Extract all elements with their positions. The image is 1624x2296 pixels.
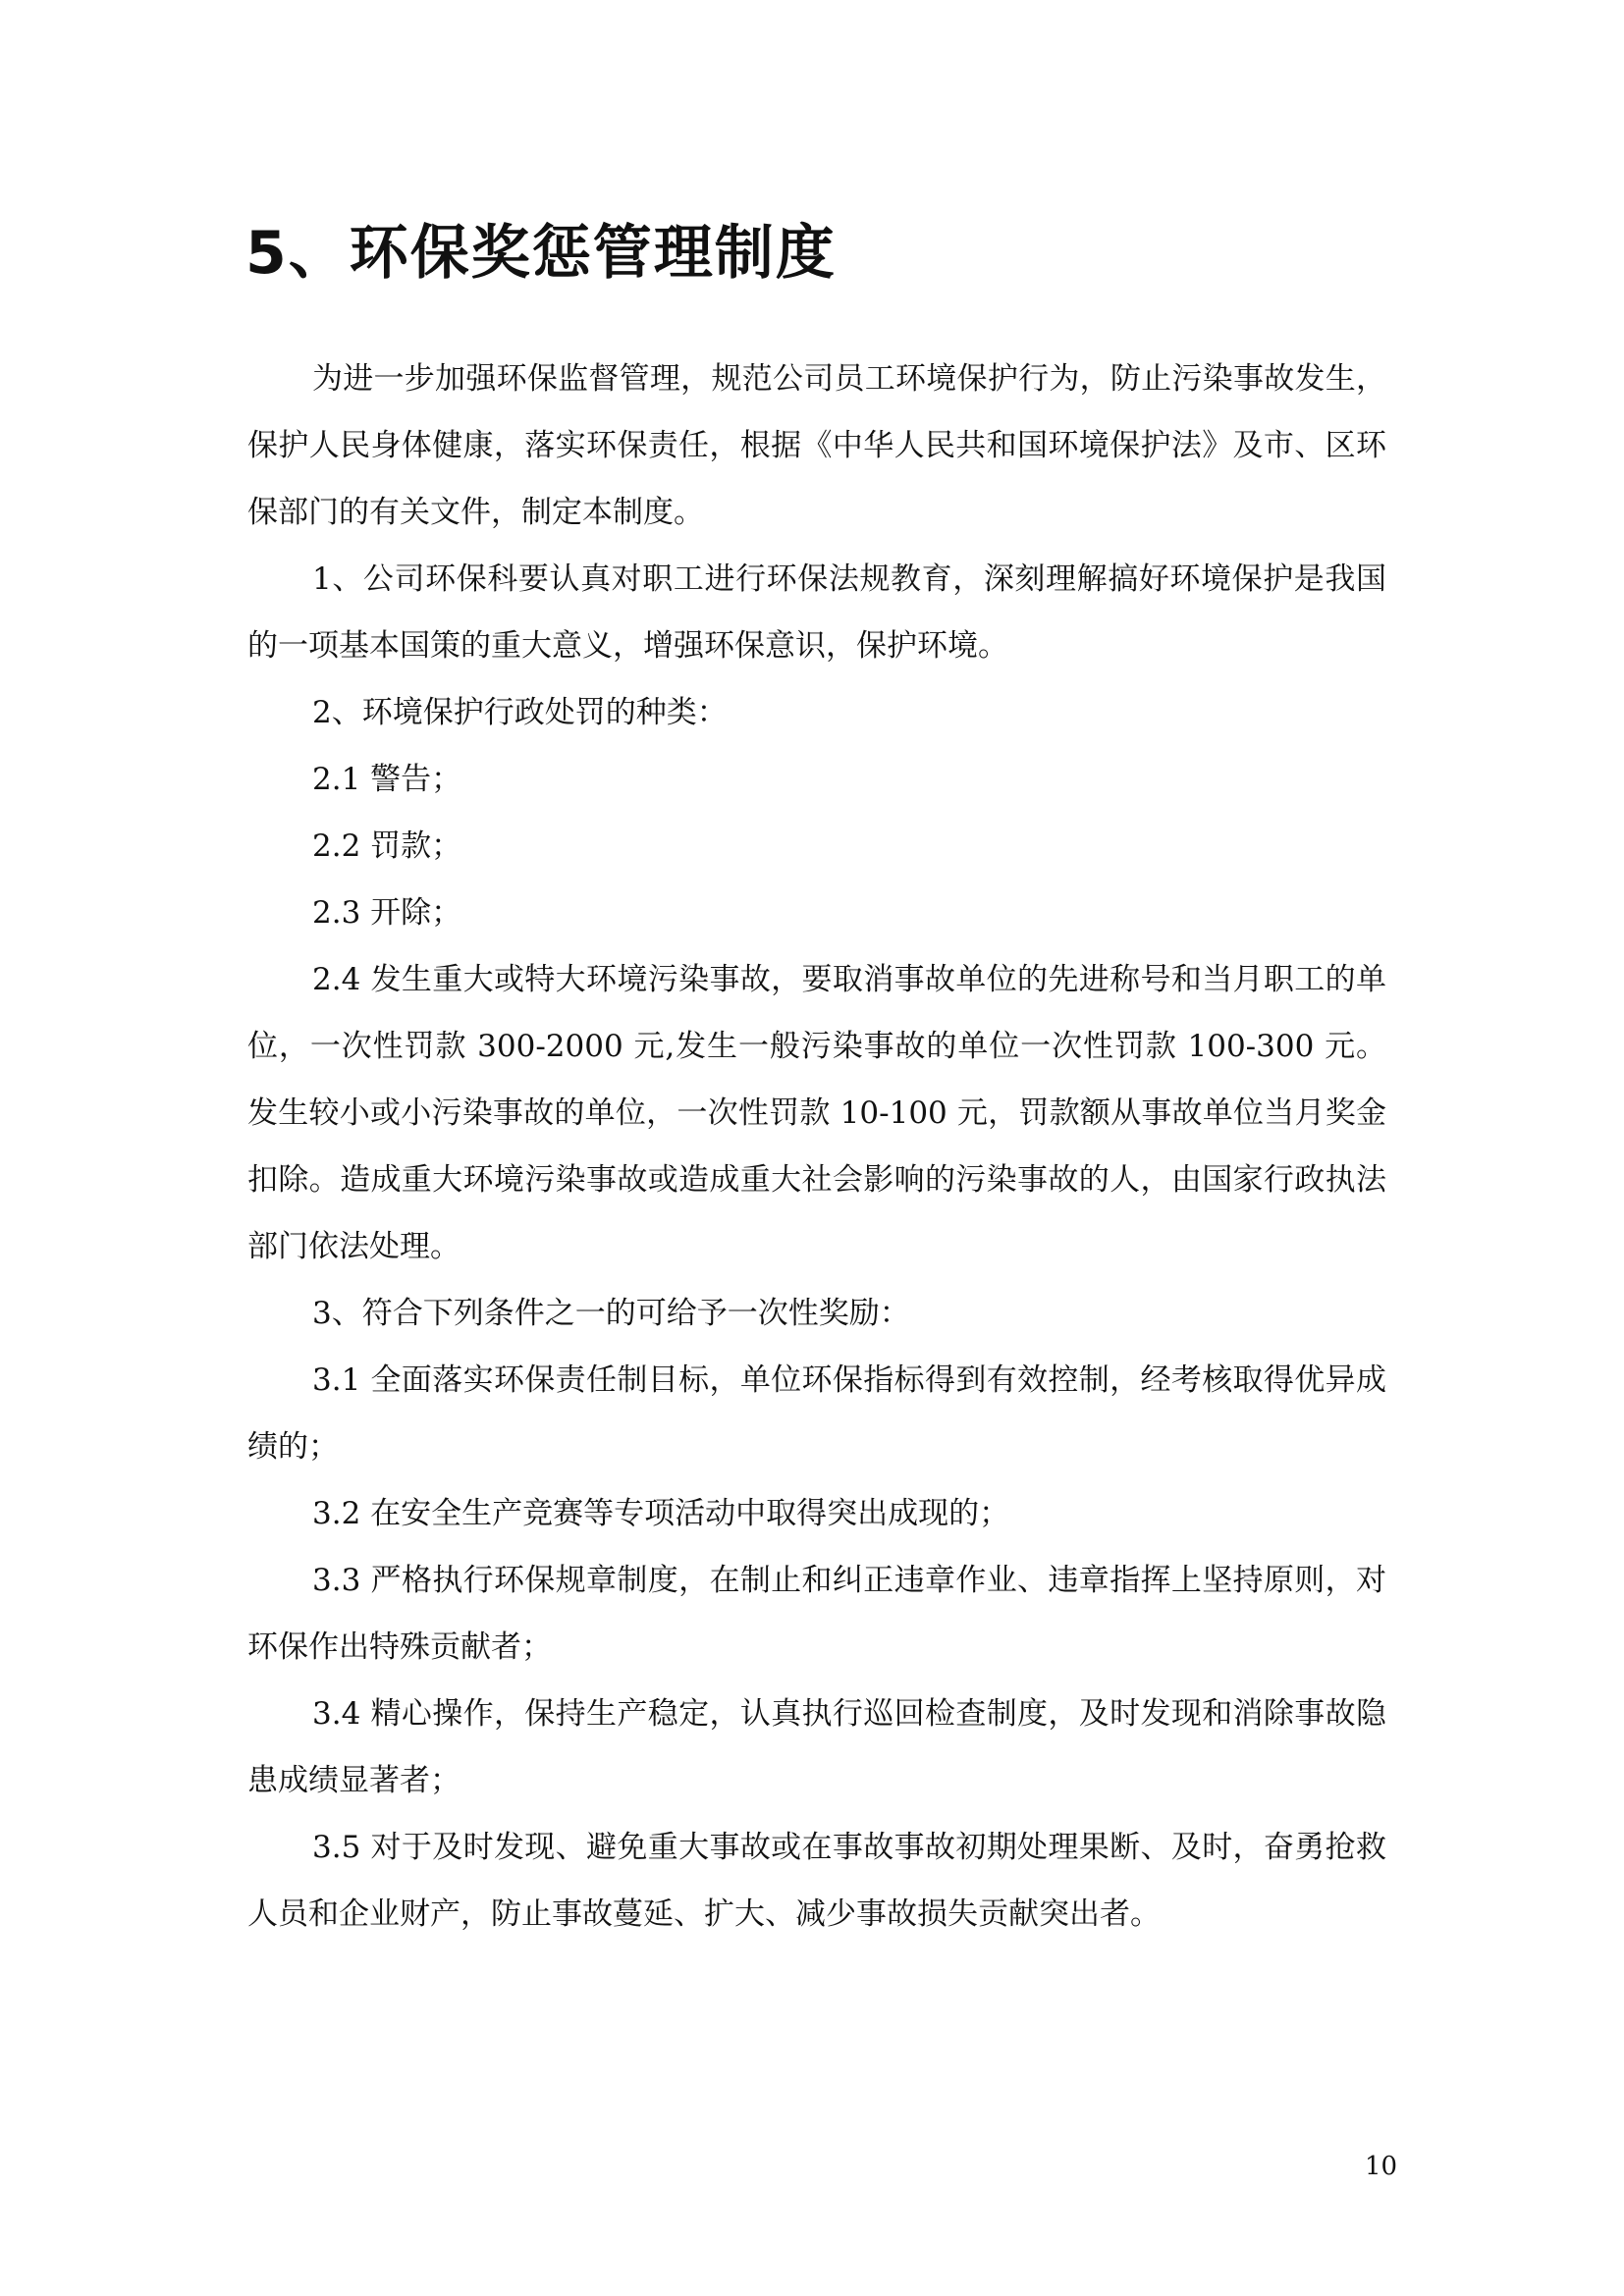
document-body: [247, 346, 1386, 1948]
paragraph-item-1: 1、公司环保科要认真对职工进行环保法规教育，深刻理解搞好环境保护是我国的一项基本国策的重大意义，增强环保意识，保护环境。: [247, 561, 1386, 664]
paragraph-item-2-2: 2.2 罚款；: [312, 828, 462, 864]
paragraph-item-3-3: 3.3 严格执行环保规章制度，在制止和纠正违章作业、违章指挥上坚持原则，对环保作出特殊贡献者；: [247, 1563, 1386, 1665]
paragraph-item-2-4: 2.4 发生重大或特大环境污染事故，要取消事故单位的先进称号和当月职工的单位，一次性罚款 300-2000 元,发生一般污染事故的单位一次性罚款 100-300 元。发生较小或小污染事故的单位，一次性罚款 10-100 元，罚款额从事故单位当月奖金扣除。造成重大环境污染事故或造成重大社会影响的污染事故的人，由国家行政执法部门依法处理。: [247, 962, 1386, 1264]
paragraph-item-3-1: 3.1 全面落实环保责任制目标，单位环保指标得到有效控制，经考核取得优异成绩的；: [247, 1362, 1386, 1465]
paragraph-item-3: 3、符合下列条件之一的可给予一次性奖励：: [312, 1296, 910, 1331]
paragraph-item-3-5: 3.5 对于及时发现、避免重大事故或在事故事故初期处理果断、及时，奋勇抢救人员和企业财产，防止事故蔓延、扩大、减少事故损失贡献突出者。: [247, 1830, 1386, 1932]
paragraph-intro: 为进一步加强环保监督管理，规范公司员工环境保护行为，防止污染事故发生，保护人民身体健康，落实环保责任，根据《中华人民共和国环境保护法》及市、区环保部门的有关文件，制定本制度。: [247, 361, 1386, 530]
paragraph-item-2: 2、环境保护行政处罚的种类：: [312, 695, 728, 730]
document-title: 5、环保奖惩管理制度: [245, 219, 837, 288]
paragraph-item-2-1: 2.1 警告；: [312, 762, 462, 797]
paragraph-item-3-4: 3.4 精心操作，保持生产稳定，认真执行巡回检查制度，及时发现和消除事故隐患成绩显著者；: [247, 1696, 1386, 1798]
paragraph-item-3-2: 3.2 在安全生产竞赛等专项活动中取得突出成现的；: [312, 1496, 1010, 1531]
paragraph-item-2-3: 2.3 开除；: [312, 895, 462, 931]
page-number: 10: [1365, 2152, 1398, 2181]
